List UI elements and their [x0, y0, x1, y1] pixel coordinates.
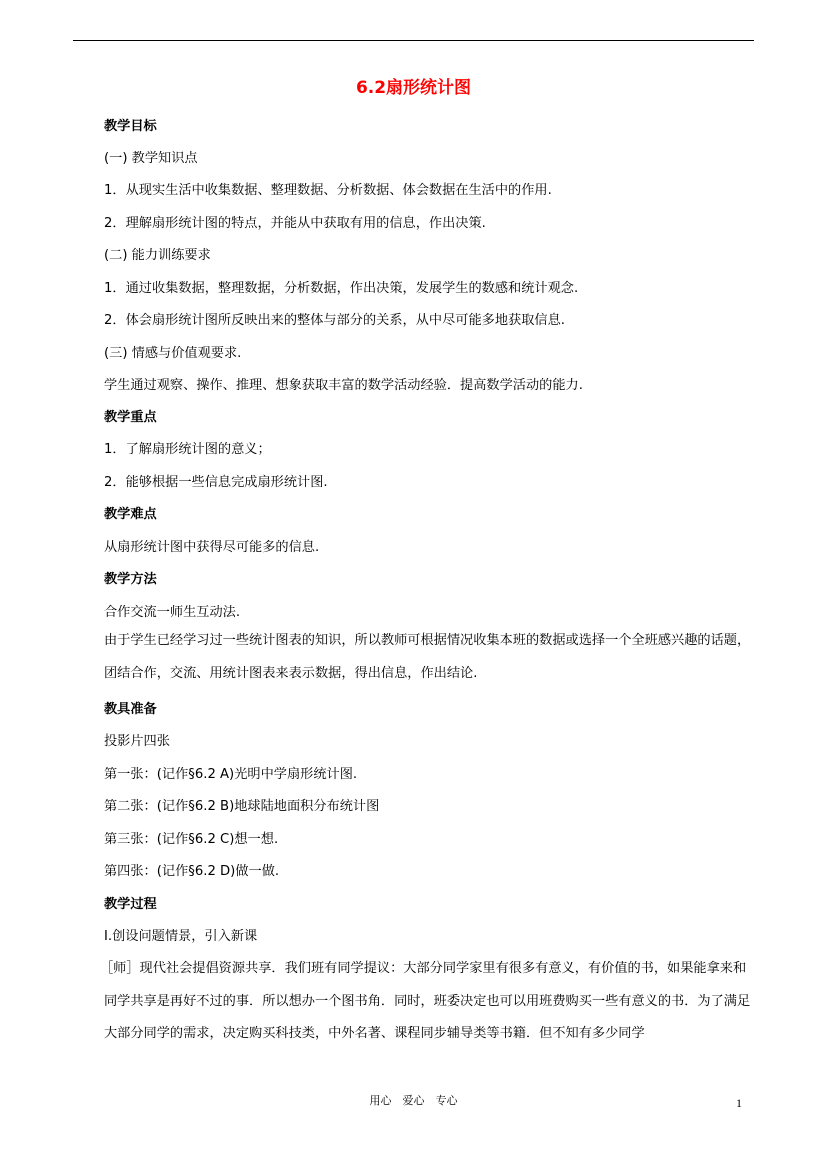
paragraph-method-description: 由于学生已经学习过一些统计图表的知识，所以教师可根据情况收集本班的数据或选择一个全班感兴趣的话题，团结合作，交流、用统计图表来表示数据，得出信息，作出结论.: [104, 633, 751, 681]
page-footer: 用心 爱心 专心: [369, 1094, 458, 1107]
section-heading: 教具准备: [104, 702, 157, 717]
section-heading: 教学重点: [104, 410, 157, 425]
text-line: 1．了解扇形统计图的意义；: [104, 442, 271, 457]
text-line: 1．通过收集数据，整理数据，分析数据，作出决策，发展学生的数感和统计观念.: [104, 281, 579, 296]
text-line: 第一张：(记作§6.2 A)光明中学扇形统计图.: [104, 767, 358, 782]
text-line: 投影片四张: [104, 734, 170, 749]
text-line: (二) 能力训练要求: [104, 248, 211, 263]
text-line: (三) 情感与价值观要求.: [104, 346, 242, 361]
section-heading: 教学难点: [104, 507, 157, 522]
paragraph-teacher-intro: ［师］现代社会提倡资源共享．我们班有同学提议：大部分同学家里有很多有意义，有价值的书，如果能拿来和同学共享是再好不过的事．所以想办一个图书角．同时，班委决定也可以用班费购买一些有意义的书．为了满足大部分同学的需求，决定购买科技类，中外名著、课程同步辅导类等书籍．但不知有多少同学: [100, 961, 751, 1041]
page-number: 1: [736, 1096, 742, 1110]
text-line: 2．理解扇形统计图的特点，并能从中获取有用的信息，作出决策.: [104, 216, 486, 231]
header-rule: [73, 40, 754, 41]
section-heading: 教学目标: [104, 119, 157, 134]
text-line: 2．体会扇形统计图所反映出来的整体与部分的关系，从中尽可能多地获取信息.: [104, 313, 565, 328]
section-heading: 教学方法: [104, 572, 157, 587]
text-line: 从扇形统计图中获得尽可能多的信息.: [104, 540, 320, 555]
text-line: 2．能够根据一些信息完成扇形统计图.: [104, 475, 328, 490]
text-line: (一) 教学知识点: [104, 151, 198, 166]
text-line: Ⅰ.创设问题情景，引入新课: [104, 929, 258, 944]
text-line: 学生通过观察、操作、推理、想象获取丰富的数学活动经验．提高数学活动的能力.: [104, 378, 583, 393]
text-line: 1．从现实生活中收集数据、整理数据、分析数据、体会数据在生活中的作用.: [104, 183, 552, 198]
text-line: 第四张：(记作§6.2 D)做一做.: [104, 864, 280, 879]
text-line: 第三张：(记作§6.2 C)想一想.: [104, 832, 279, 847]
text-line: 第二张：(记作§6.2 B)地球陆地面积分布统计图: [104, 799, 380, 814]
section-heading: 教学过程: [104, 897, 157, 912]
text-line: 合作交流一师生互动法.: [104, 605, 241, 620]
page-title: 6.2扇形统计图: [355, 78, 472, 98]
